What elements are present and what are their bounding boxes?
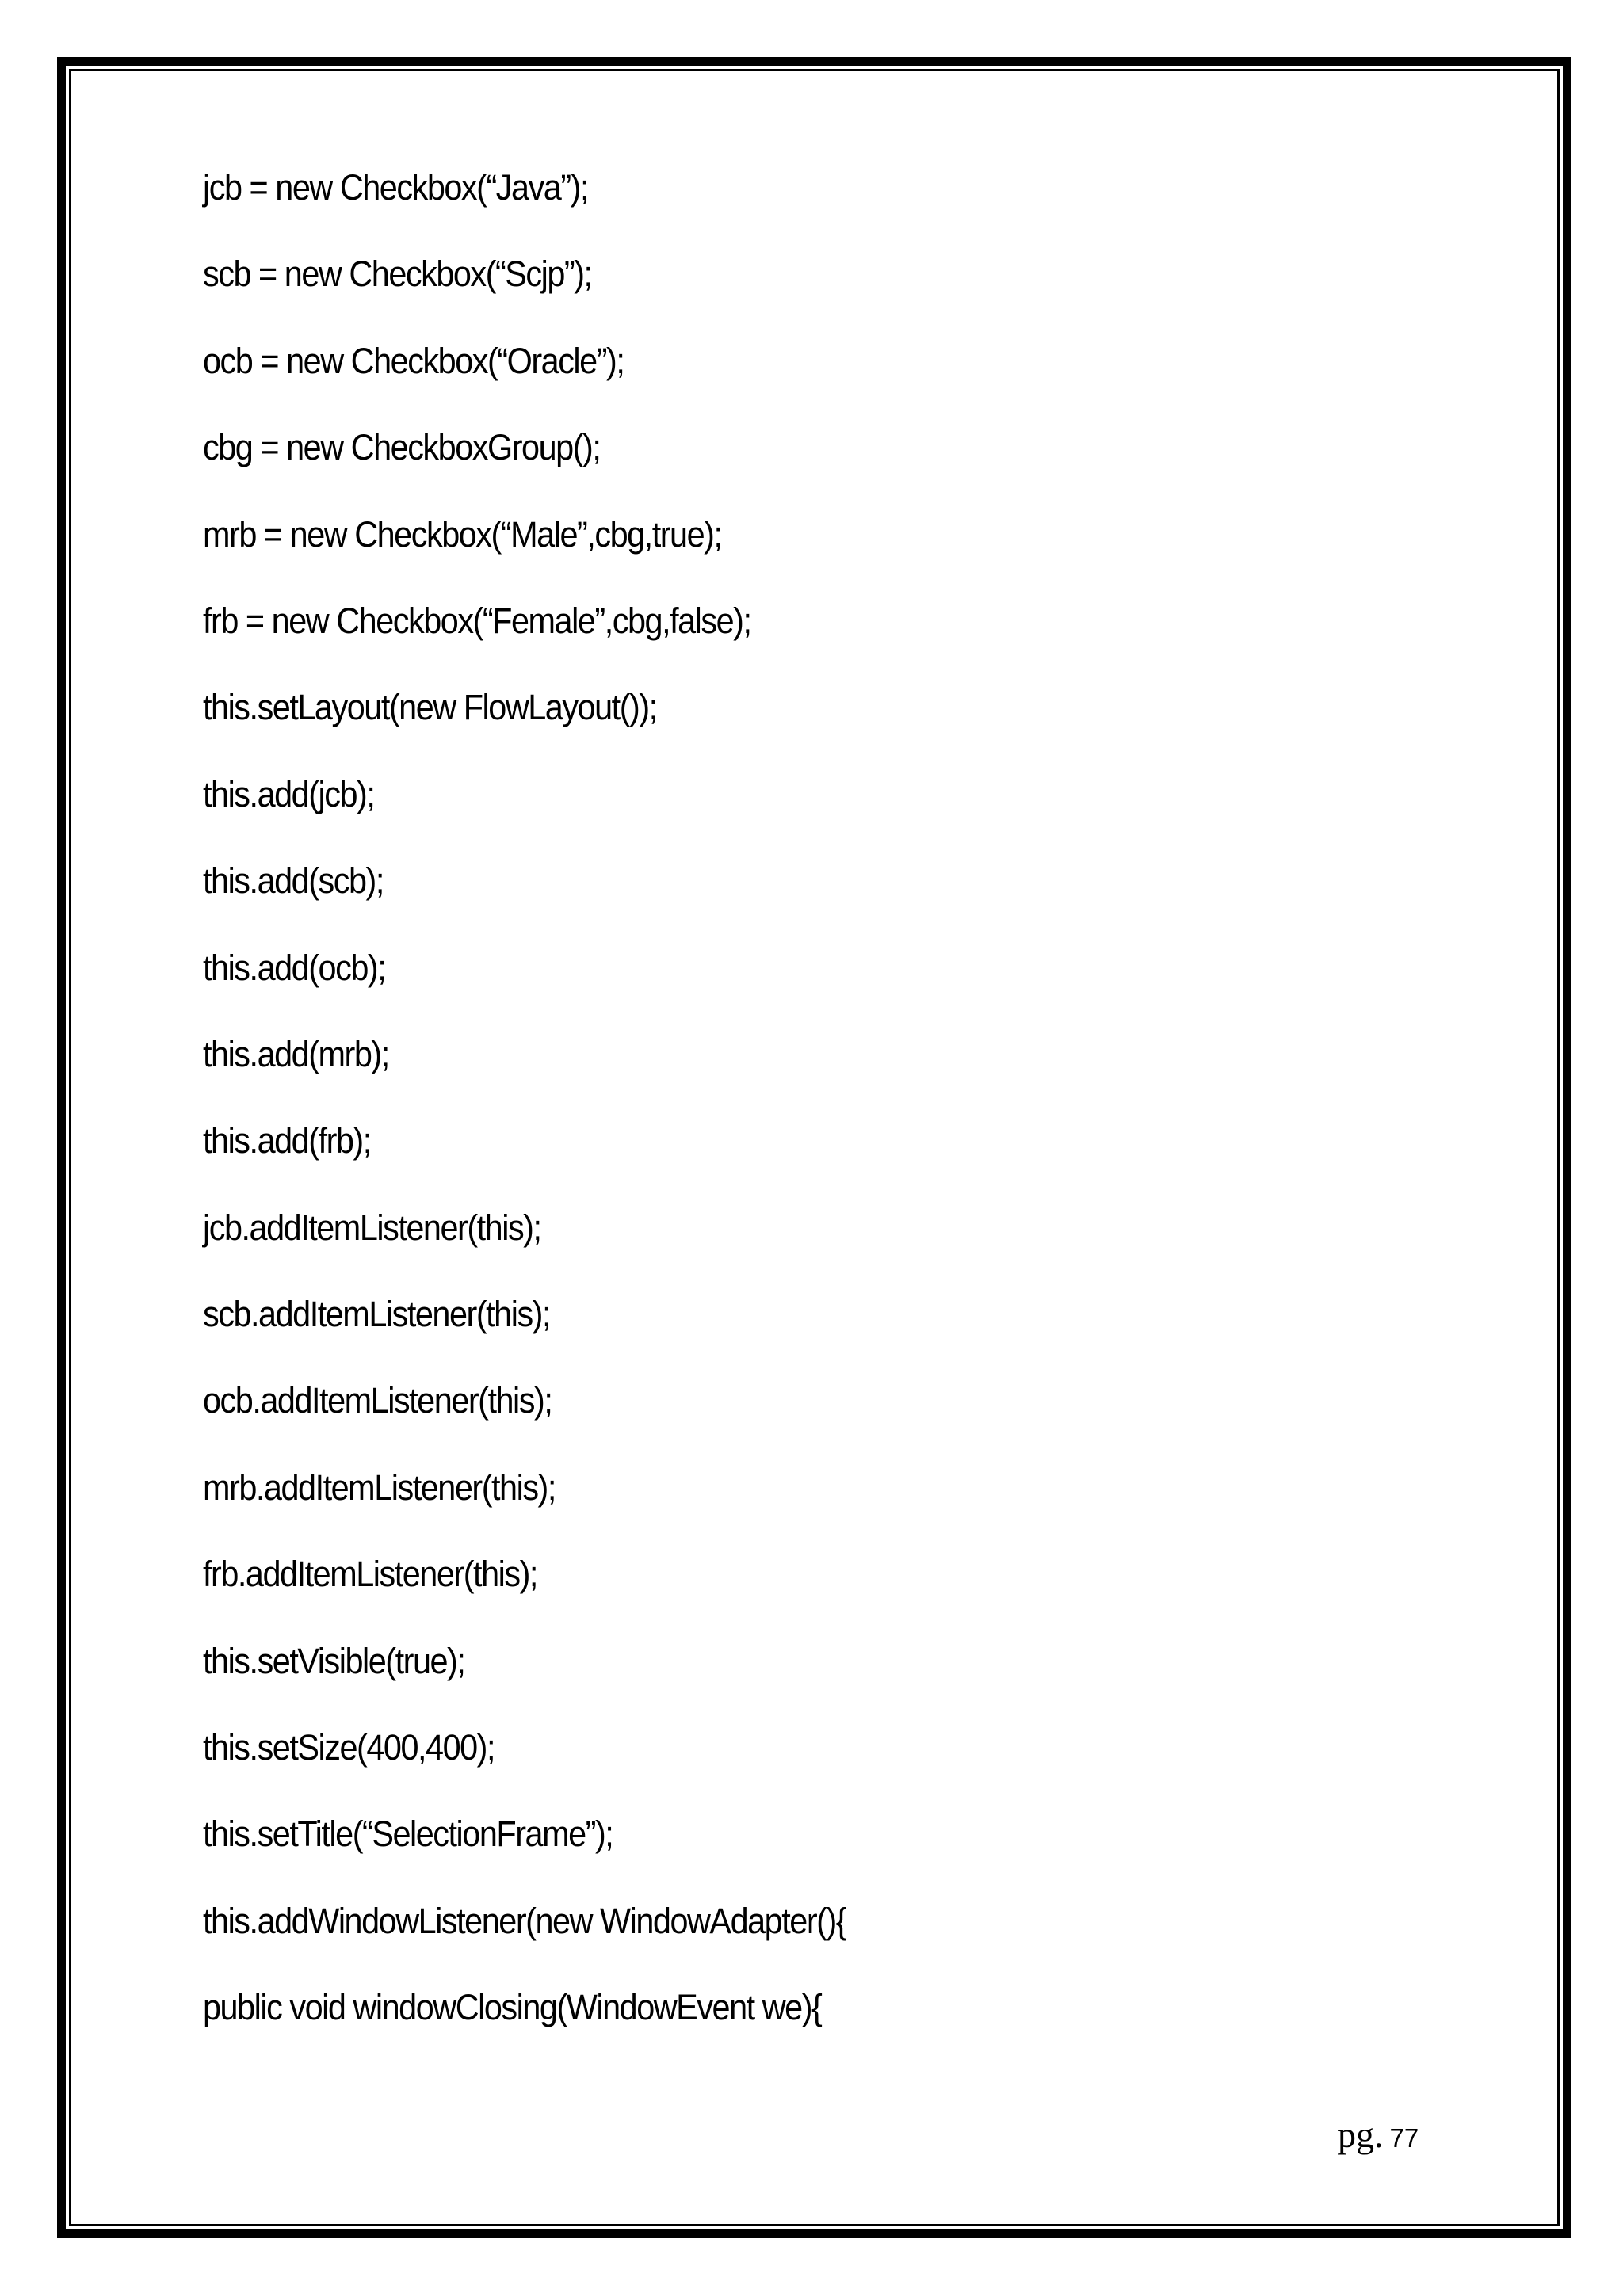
code-line: this.setTitle(“SelectionFrame”); (203, 1814, 613, 1855)
code-line: frb = new Checkbox(“Female”,cbg,false); (203, 600, 751, 641)
code-line: this.add(frb); (203, 1120, 371, 1161)
code-line: cbg = new CheckboxGroup(); (203, 427, 601, 468)
code-line: this.setSize(400,400); (203, 1727, 495, 1768)
code-line: frb.addItemListener(this); (203, 1554, 537, 1595)
page-number-value: 77 (1389, 2123, 1419, 2153)
code-line: jcb.addItemListener(this); (203, 1207, 541, 1248)
code-line: ocb.addItemListener(this); (203, 1380, 552, 1421)
code-line: this.setLayout(new FlowLayout()); (203, 687, 657, 728)
code-line: mrb.addItemListener(this); (203, 1466, 556, 1508)
code-line: jcb = new Checkbox(“Java”); (203, 167, 589, 208)
code-listing (203, 162, 902, 2069)
code-line: scb.addItemListener(this); (203, 1294, 551, 1335)
code-line: this.setVisible(true); (203, 1640, 465, 1681)
code-line: mrb = new Checkbox(“Male”,cbg,true); (203, 513, 722, 555)
code-line: this.add(scb); (203, 860, 384, 902)
code-line: public void windowClosing(WindowEvent we){ (203, 1987, 822, 2028)
code-line: this.add(mrb); (203, 1033, 389, 1074)
code-line: this.add(jcb); (203, 773, 375, 814)
page-number (1338, 2114, 1419, 2156)
code-line: scb = new Checkbox(“Scjp”); (203, 254, 592, 295)
page-number-prefix: pg. (1338, 2115, 1384, 2155)
code-line: this.add(ocb); (203, 947, 386, 988)
code-line: this.addWindowListener(new WindowAdapter(){ (203, 1900, 846, 1941)
code-line: ocb = new Checkbox(“Oracle”); (203, 340, 624, 381)
